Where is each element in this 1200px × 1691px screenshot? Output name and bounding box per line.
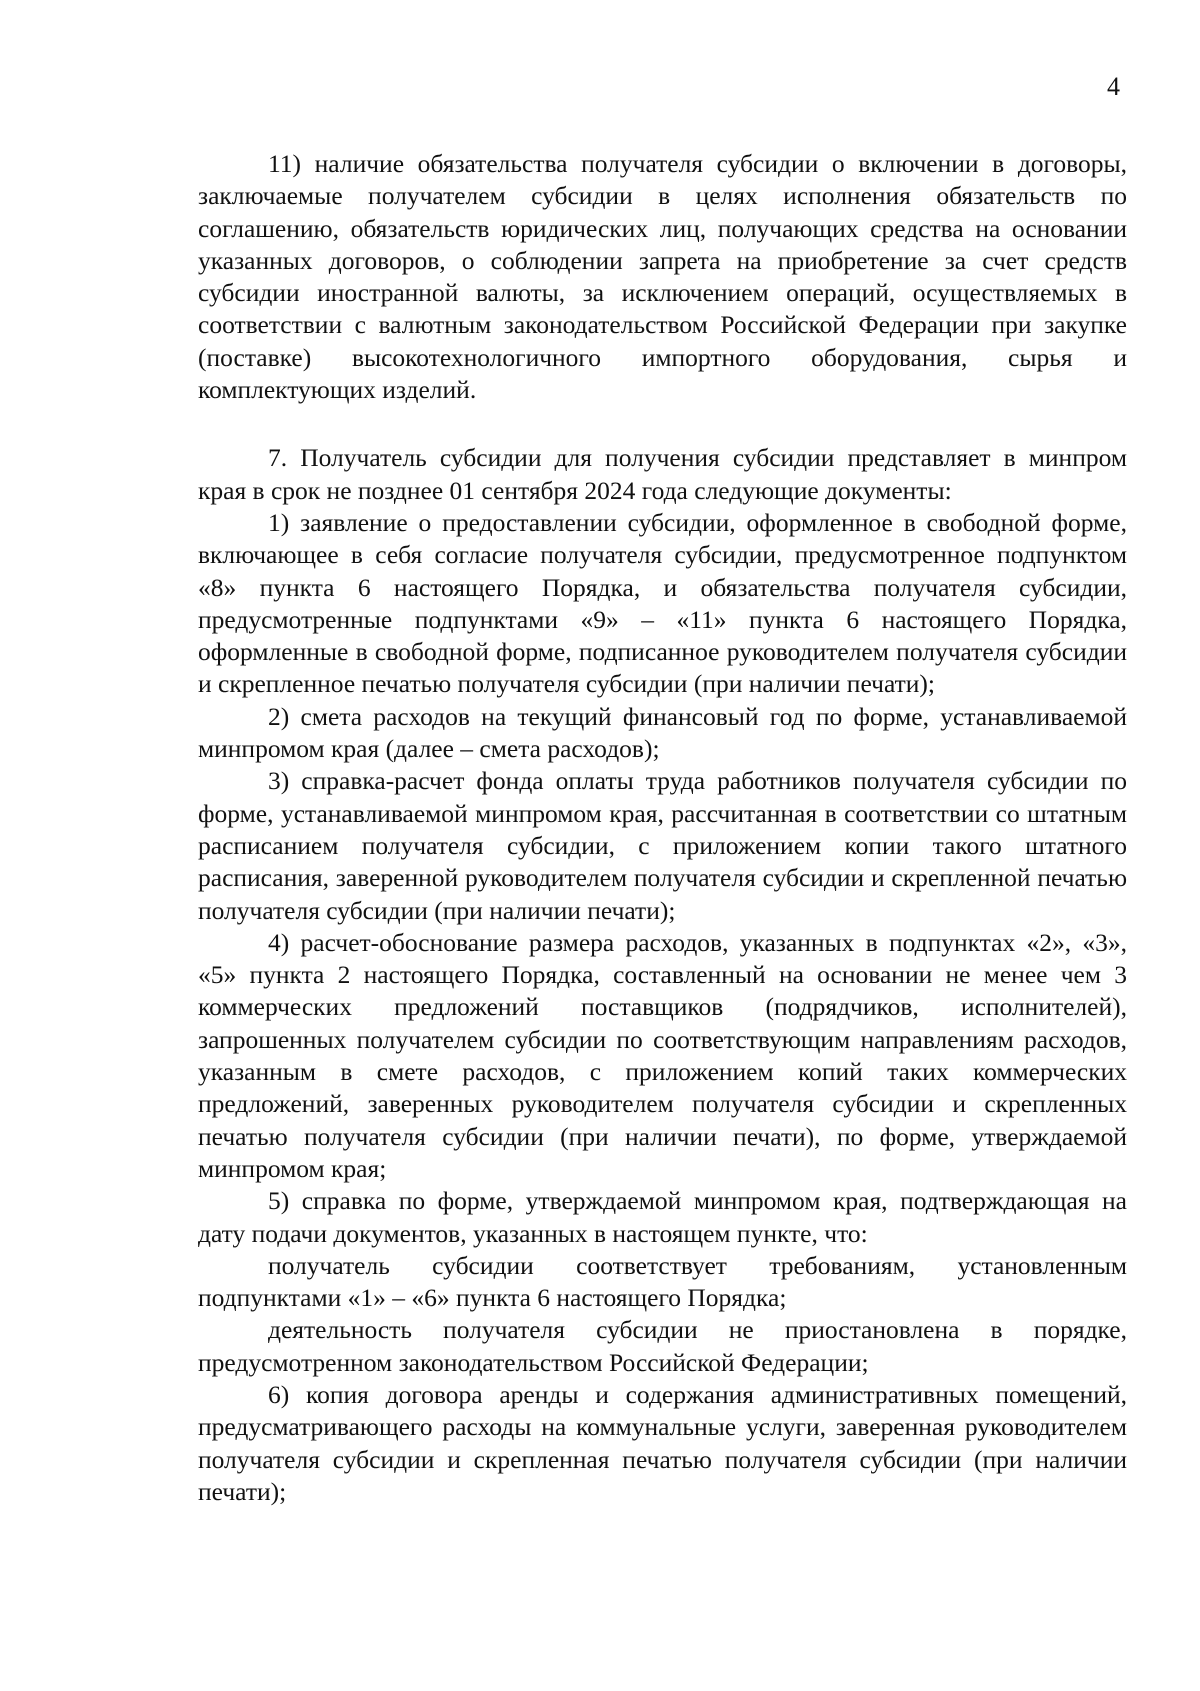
paragraph-subitem-3: 3) справка-расчет фонда оплаты труда работников получателя субсидии по форме, устанавливаемой минпромом края, рассчитанная в соответствии со штатным расписанием получателя субсидии, с приложением копии такого штатного расписания, заверенной руководителем получателя субсидии и скрепленной печатью получателя субсидии (при наличии печати); <box>198 766 1127 925</box>
page-number: 4 <box>1107 72 1120 101</box>
paragraph-gap <box>198 406 1127 442</box>
paragraph-subitem-2: 2) смета расходов на текущий финансовый год по форме, устанавливаемой минпромом края (далее – смета расходов); <box>198 701 1127 764</box>
paragraph-subitem-11: 11) наличие обязательства получателя субсидии о включении в договоры, заключаемые получателем субсидии в целях исполнения обязательств по соглашению, обязательств юридических лиц, получающих средства на основании указанных договоров, о соблюдении запрета на приобретение за счет средств субсидии иностранной валюты, за исключением операций, осуществляемых в соответствии с валютным законодательством Российской Федерации при закупке (поставке) высокотехнологичного импортного оборудования, сырья и комплектующих изделий. <box>198 149 1127 405</box>
paragraph-subitem-4: 4) расчет-обоснование размера расходов, указанных в подпунктах «2», «3», «5» пункта 2 настоящего Порядка, составленный на основании не менее чем 3 коммерческих предложений поставщиков (подрядчиков, исполнителей), запрошенных получателем субсидии по соответствующим направлениям расходов, указанным в смете расходов, с приложением копий таких коммерческих предложений, заверенных руководителем получателя субсидии и скрепленных печатью получателя субсидии (при наличии печати), по форме, утверждаемой минпромом края; <box>198 927 1127 1183</box>
paragraph-subitem-5-activity: деятельность получателя субсидии не приостановлена в порядке, предусмотренном законодательством Российской Федерации; <box>198 1315 1127 1377</box>
document-body <box>198 148 1127 1508</box>
paragraph-section-7: 7. Получатель субсидии для получения субсидии представляет в минпром края в срок не позднее 01 сентября 2024 года следующие документы: <box>198 443 1127 505</box>
paragraph-subitem-5-requirements: получатель субсидии соответствует требованиям, установленным подпунктами «1» – «6» пункта 6 настоящего Порядка; <box>198 1250 1127 1313</box>
paragraph-subitem-1: 1) заявление о предоставлении субсидии, оформленное в свободной форме, включающее в себя согласие получателя субсидии, предусмотренное подпунктом «8» пункта 6 настоящего Порядка, и обязательства получателя субсидии, предусмотренные подпунктами «9» – «11» пункта 6 настоящего Порядка, оформленные в свободной форме, подписанное руководителем получателя субсидии и скрепленное печатью получателя субсидии (при наличии печати); <box>198 507 1127 699</box>
paragraph-subitem-5: 5) справка по форме, утверждаемой минпромом края, подтверждающая на дату подачи документов, указанных в настоящем пункте, что: <box>198 1186 1127 1248</box>
paragraph-subitem-6: 6) копия договора аренды и содержания административных помещений, предусматривающего расходы на коммунальные услуги, заверенная руководителем получателя субсидии и скрепленная печатью получателя субсидии (при наличии печати); <box>198 1379 1127 1506</box>
